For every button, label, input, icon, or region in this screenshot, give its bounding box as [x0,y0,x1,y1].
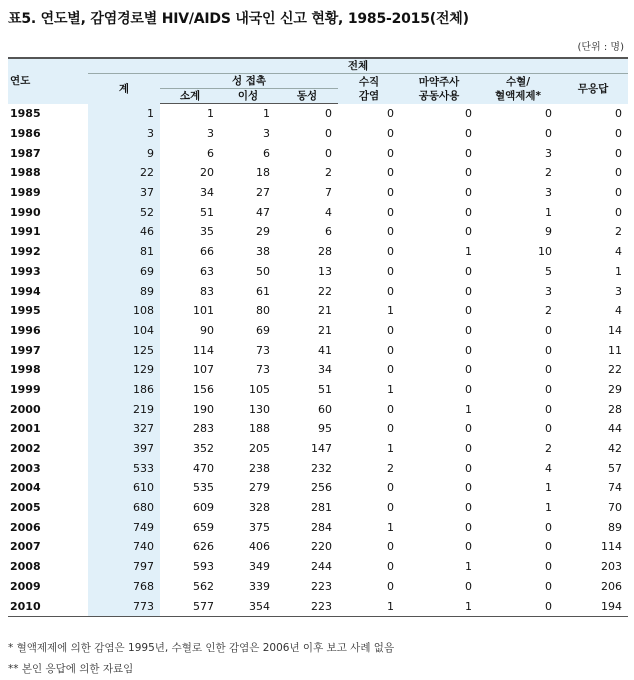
table-cell: 6 [325,225,332,239]
table-cell: 0 [545,363,552,377]
table-cell: 0 [465,264,472,278]
table-row [8,596,628,616]
table-cell: 1989 [10,186,41,200]
table-cell: 203 [601,560,623,574]
table-cell: 0 [545,402,552,416]
table-cell: 2 [545,304,552,318]
table-cell: 90 [200,323,214,337]
table-cell: 2 [387,461,394,475]
table-cell: 41 [318,343,332,357]
table-cell: 3 [615,284,623,298]
table-cell: 1 [465,560,472,574]
table-cell: 1 [88,104,160,124]
table-cell: 0 [387,481,394,495]
table-row [8,399,628,419]
table-cell: 470 [193,461,214,475]
table-cell: 81 [88,242,160,262]
header-year: 연도 [8,58,88,104]
table-cell: 626 [193,540,214,554]
table-cell: 1991 [10,225,41,239]
table-cell: 4 [325,205,332,219]
table-cell: 1 [207,107,214,121]
table-cell: 0 [465,501,472,515]
table-cell: 3 [207,127,214,141]
table-cell: 223 [276,596,338,616]
table-cell: 0 [465,461,472,475]
footnote: ** 본인 응답에 의한 자료임 [8,663,134,675]
table-cell: 244 [311,560,332,574]
table-cell: 46 [88,222,160,242]
table-cell: 89 [88,281,160,301]
header-subtotal: 소계 [160,89,220,104]
table-cell: 105 [249,382,270,396]
table-cell: 2003 [10,461,41,475]
table-cell: 0 [387,363,394,377]
table-row [8,478,628,498]
table-cell: 0 [545,560,552,574]
table-cell: 9 [545,225,552,239]
table-cell: 11 [608,343,623,357]
table-row [8,360,628,380]
table-cell: 1992 [10,245,41,259]
table-cell: 0 [387,264,394,278]
table-row [8,104,628,124]
table-cell: 47 [256,205,270,219]
table-cell: 0 [615,166,623,180]
table-cell: 0 [465,225,472,239]
table-cell: 2004 [10,481,41,495]
table-cell: 188 [249,422,270,436]
table-cell: 3 [263,127,270,141]
table-row [8,380,628,400]
table-cell: 2 [545,166,552,180]
header-total: 계 [88,74,160,104]
table-cell: 0 [387,245,394,259]
table-cell: 6 [207,146,214,160]
table-body [8,104,628,617]
table-cell: 107 [193,363,214,377]
table-cell: 83 [200,284,214,298]
table-cell: 328 [249,501,270,515]
table-cell: 0 [478,596,558,616]
table-row [8,281,628,301]
table-cell: 89 [608,520,623,534]
table-cell: 284 [311,520,332,534]
table-cell: 0 [387,127,394,141]
table-cell: 0 [387,186,394,200]
header-transfusion: 수혈/ 혈액제제* [478,74,558,104]
table-cell: 3 [545,146,552,160]
table-cell: 51 [318,382,332,396]
table-cell: 0 [465,127,472,141]
table-cell: 220 [311,540,332,554]
table-cell: 104 [88,321,160,341]
table-cell: 101 [193,304,214,318]
table-cell: 0 [387,422,394,436]
table-cell: 1987 [10,146,41,160]
table-cell: 0 [545,127,552,141]
table-cell: 4 [615,304,623,318]
table-cell: 1990 [10,205,41,219]
table-cell: 57 [608,461,623,475]
table-cell: 0 [325,127,332,141]
table-cell: 352 [193,442,214,456]
table-cell: 0 [545,343,552,357]
table-cell: 0 [387,501,394,515]
table-cell: 190 [193,402,214,416]
table-cell: 0 [387,323,394,337]
table-row [8,301,628,321]
table-row [8,419,628,439]
table-cell: 406 [249,540,270,554]
table-cell: 2 [545,442,552,456]
table-cell: 609 [193,501,214,515]
header-vertical: 수직 감염 [338,74,400,104]
table-cell: 4 [615,245,623,259]
table-cell: 0 [465,382,472,396]
table-row [8,577,628,597]
table-cell: 28 [608,402,623,416]
table-cell: 1985 [10,107,41,121]
table-cell: 1994 [10,284,41,298]
table-cell: 21 [318,304,332,318]
table-cell: 219 [88,399,160,419]
table-row [8,340,628,360]
table-cell: 1986 [10,127,41,141]
table-cell: 9 [88,143,160,163]
table-cell: 535 [193,481,214,495]
table-cell: 0 [545,540,552,554]
table-cell: 129 [88,360,160,380]
table-cell: 0 [465,146,472,160]
header-drug-injection: 마약주사 공동사용 [400,74,478,104]
table-cell: 44 [608,422,623,436]
table-cell: 114 [601,540,623,554]
table-cell: 0 [465,205,472,219]
table-cell: 0 [465,363,472,377]
table-cell: 42 [608,442,623,456]
table-cell: 256 [311,481,332,495]
table-cell: 1 [338,596,400,616]
table-cell: 29 [608,382,623,396]
table-cell: 2 [615,225,623,239]
table-cell: 0 [615,127,623,141]
table-cell: 354 [220,596,276,616]
table-cell: 3 [545,186,552,200]
table-cell: 147 [311,442,332,456]
table-cell: 2010 [8,596,88,616]
table-cell: 0 [615,205,623,219]
table-cell: 22 [88,163,160,183]
header-total-group: 전체 [88,58,628,74]
table-row [8,557,628,577]
table-cell: 223 [311,579,332,593]
table-cell: 61 [256,284,270,298]
table-cell: 18 [256,166,270,180]
table-cell: 0 [465,304,472,318]
table-cell: 28 [318,245,332,259]
table-cell: 0 [387,166,394,180]
table-cell: 108 [88,301,160,321]
table-cell: 0 [545,323,552,337]
table-row [8,163,628,183]
table-cell: 29 [256,225,270,239]
table-cell: 610 [88,478,160,498]
table-row [8,124,628,144]
table-cell: 0 [465,343,472,357]
table-cell: 1 [263,107,270,121]
table-cell: 238 [249,461,270,475]
table-cell: 2008 [10,560,41,574]
table-row [8,222,628,242]
table-cell: 1988 [10,166,41,180]
table-cell: 0 [325,107,332,121]
table-cell: 34 [318,363,332,377]
table-cell: 0 [465,284,472,298]
table-cell: 1998 [10,363,41,377]
table-cell: 0 [465,481,472,495]
table-cell: 4 [545,461,552,475]
table-cell: 69 [88,262,160,282]
table-cell: 1 [465,402,472,416]
table-cell: 114 [193,343,214,357]
table-cell: 0 [615,146,623,160]
unit-label: (단위 : 명) [577,42,624,53]
table-row [8,202,628,222]
table-cell: 1 [615,264,623,278]
table-cell: 206 [601,579,623,593]
table-cell: 593 [193,560,214,574]
table-cell: 0 [545,579,552,593]
table-cell: 27 [256,186,270,200]
table-cell: 2002 [10,442,41,456]
header-hetero: 이성 [220,89,276,104]
table-cell: 1 [387,382,394,396]
table-cell: 2007 [10,540,41,554]
table-row [8,262,628,282]
table-cell: 74 [608,481,623,495]
table-cell: 0 [545,107,552,121]
table-cell: 156 [193,382,214,396]
table-cell: 0 [615,107,623,121]
table-cell: 13 [318,264,332,278]
table-cell: 1 [465,245,472,259]
table-cell: 0 [545,520,552,534]
footnote: * 혈액제제에 의한 감염은 1995년, 수혈로 인한 감염은 2006년 이후 보고 사례 없음 [8,642,395,654]
table-cell: 749 [88,517,160,537]
table-cell: 1 [387,520,394,534]
table-row [8,537,628,557]
table-cell: 232 [311,461,332,475]
table-cell: 0 [465,166,472,180]
table-cell: 680 [88,498,160,518]
table-cell: 0 [545,422,552,436]
table-cell: 283 [193,422,214,436]
table-cell: 7 [325,186,332,200]
table-cell: 0 [465,323,472,337]
table-cell: 0 [465,442,472,456]
table-cell: 194 [558,596,628,616]
table-cell: 1 [387,304,394,318]
table-cell: 339 [249,579,270,593]
header-homo: 동성 [276,89,338,104]
table-cell: 2000 [10,402,41,416]
table-cell: 577 [160,596,220,616]
table-cell: 349 [249,560,270,574]
table-cell: 37 [88,183,160,203]
table-cell: 1995 [10,304,41,318]
table-cell: 1 [545,481,552,495]
table-cell: 66 [200,245,214,259]
table-cell: 740 [88,537,160,557]
table-cell: 63 [200,264,214,278]
table-cell: 0 [325,146,332,160]
table-cell: 659 [193,520,214,534]
table-cell: 773 [88,596,160,616]
table-row [8,321,628,341]
table-cell: 50 [256,264,270,278]
table-cell: 0 [387,205,394,219]
table-cell: 95 [318,422,332,436]
table-cell: 130 [249,402,270,416]
table-cell: 38 [256,245,270,259]
table-cell: 2006 [10,520,41,534]
table-cell: 0 [545,382,552,396]
table-cell: 0 [387,540,394,554]
table-cell: 0 [465,422,472,436]
table-cell: 35 [200,225,214,239]
table-cell: 0 [387,560,394,574]
table-cell: 279 [249,481,270,495]
table-row [8,143,628,163]
table-cell: 1 [400,596,478,616]
table-cell: 69 [256,323,270,337]
table-row [8,517,628,537]
table-cell: 1997 [10,343,41,357]
header-no-response: 무응답 [558,74,628,104]
table-cell: 2005 [10,501,41,515]
table-cell: 3 [88,124,160,144]
table-cell: 60 [318,402,332,416]
table-row [8,458,628,478]
table-row [8,183,628,203]
table-cell: 0 [465,107,472,121]
table-cell: 1996 [10,323,41,337]
table-cell: 0 [387,107,394,121]
table-cell: 0 [615,186,623,200]
table-cell: 1 [545,205,552,219]
table-cell: 2001 [10,422,41,436]
table-cell: 0 [465,186,472,200]
table-cell: 768 [88,577,160,597]
table-cell: 3 [545,284,552,298]
table-cell: 2 [325,166,332,180]
table-cell: 327 [88,419,160,439]
table-cell: 70 [608,501,623,515]
table-cell: 20 [200,166,214,180]
table-cell: 397 [88,439,160,459]
table-cell: 562 [193,579,214,593]
hiv-report-table [8,57,628,617]
table-cell: 0 [465,540,472,554]
table-cell: 0 [387,343,394,357]
table-cell: 1993 [10,264,41,278]
table-cell: 0 [387,402,394,416]
table-cell: 34 [200,186,214,200]
table-row [8,498,628,518]
header-sexual-contact: 성 접촉 [160,74,338,89]
table-cell: 281 [311,501,332,515]
table-row [8,242,628,262]
table-cell: 1 [387,442,394,456]
table-cell: 14 [608,323,623,337]
table-cell: 533 [88,458,160,478]
table-cell: 0 [387,579,394,593]
table-cell: 5 [545,264,552,278]
table-cell: 0 [387,146,394,160]
table-cell: 10 [538,245,552,259]
table-cell: 22 [318,284,332,298]
table-cell: 205 [249,442,270,456]
table-cell: 52 [88,202,160,222]
table-cell: 375 [249,520,270,534]
table-cell: 186 [88,380,160,400]
table-cell: 51 [200,205,214,219]
footnotes [8,638,394,680]
table-cell: 125 [88,340,160,360]
table-cell: 1 [545,501,552,515]
table-cell: 2009 [10,579,41,593]
table-cell: 0 [465,579,472,593]
table-cell: 797 [88,557,160,577]
table-row [8,439,628,459]
table-cell: 22 [608,363,623,377]
table-cell: 1999 [10,382,41,396]
table-cell: 80 [256,304,270,318]
table-cell: 73 [256,343,270,357]
table-cell: 0 [465,520,472,534]
table-cell: 6 [263,146,270,160]
table-cell: 0 [387,284,394,298]
table-cell: 73 [256,363,270,377]
table-cell: 21 [318,323,332,337]
table-cell: 0 [387,225,394,239]
table-title: 표5. 연도별, 감염경로별 HIV/AIDS 내국인 신고 현황, 1985-2015(전체) [8,11,469,27]
